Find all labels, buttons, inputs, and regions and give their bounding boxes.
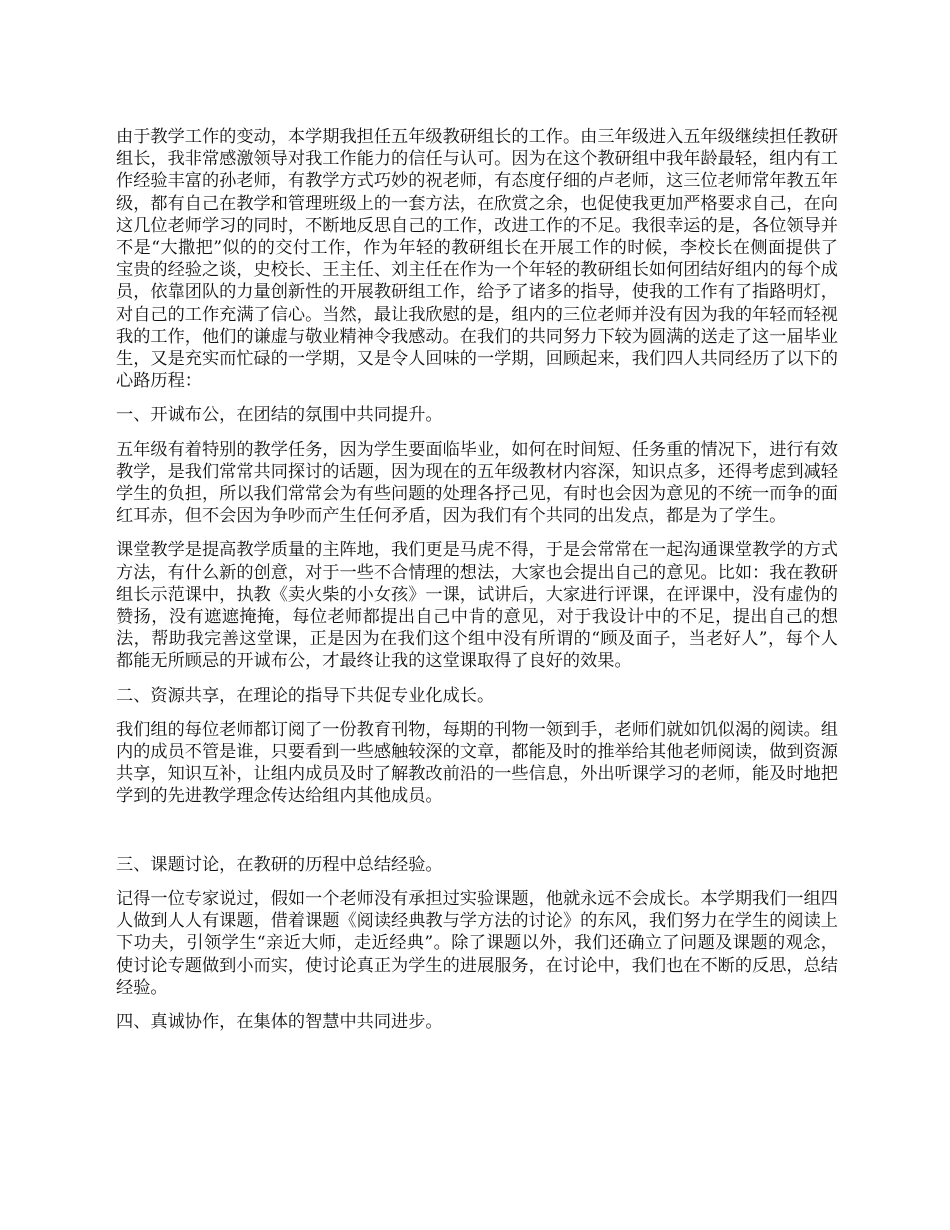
section-4-heading: 四、真诚协作，在集体的智慧中共同进步。 <box>116 1011 443 1032</box>
section-1-paragraph-2: 课堂教学是提高教学质量的主阵地，我们更是马虎不得，于是会常常在一起沟通课堂教学的方式方法，有什么新的创意，对于一些不合情理的想法，大家也会提出自己的意见。比如：我在教研组长示范课中，执教《卖火柴的小女孩》一课，试讲后，大家进行评课，在评课中，没有虚伪的赞扬，没有遮遮掩掩，每位老师都提出自己中肯的意见，对于我设计中的不足，提出自己的想法，帮助我完善这堂课，正是因为在我们这个组中没有所谓的“顾及面子，当老好人”，每个人都能无所顾忌的开诚布公，才最终让我的这堂课取得了良好的效果。 <box>116 540 838 672</box>
blank-gap <box>116 820 838 854</box>
section-2-heading: 二、资源共享，在理论的指导下共促专业化成长。 <box>116 685 495 706</box>
document-page <box>116 126 838 1045</box>
intro-paragraph: 由于教学工作的变动，本学期我担任五年级教研组长的工作。由三年级进入五年级继续担任教研组长，我非常感激领导对我工作能力的信任与认可。因为在这个教研组中我年龄最轻，组内有工作经验丰富的孙老师，有教学方式巧妙的祝老师，有态度仔细的卢老师，这三位老师常年教五年级，都有自己在教学和管理班级上的一套方法，在欣赏之余，也促使我更加严格要求自己，在向这几位老师学习的同时，不断地反思自己的工作，改进工作的不足。我很幸运的是，各位领导并不是“大撒把”似的的交付工作，作为年轻的教研组长在开展工作的时候，李校长在侧面提供了宝贵的经验之谈，史校长、王主任、刘主任在作为一个年轻的教研组长如何团结好组内的每个成员，依靠团队的力量创新性的开展教研组工作，给予了诸多的指导，使我的工作有了指路明灯，对自己的工作充满了信心。当然，最让我欣慰的是，组内的三位老师并没有因为我的年轻而轻视我的工作，他们的谦虚与敬业精神令我感动。在我们的共同努力下较为圆满的送走了这一届毕业生，又是充实而忙碌的一学期，又是令人回味的一学期，回顾起来，我们四人共同经历了以下的心路历程： <box>116 127 838 392</box>
section-1-heading: 一、开诚布公，在团结的氛围中共同提升。 <box>116 405 443 426</box>
section-3-heading: 三、课题讨论，在教研的历程中总结经验。 <box>116 854 443 875</box>
section-3-paragraph-1: 记得一位专家说过，假如一个老师没有承担过实验课题，他就永远不会成长。本学期我们一组四人做到人人有课题，借着课题《阅读经典教与学方法的讨论》的东风，我们努力在学生的阅读上下功夫，引领学生“亲近大师，走近经典”。除了课题以外，我们还确立了问题及课题的观念，使讨论专题做到小而实，使讨论真正为学生的进展服务，在讨论中，我们也在不断的反思，总结经验。 <box>116 888 838 998</box>
section-2-paragraph-1: 我们组的每位老师都订阅了一份教育刊物，每期的刊物一领到手，老师们就如饥似渴的阅读。组内的成员不管是谁，只要看到一些感触较深的文章，都能及时的推举给其他老师阅读，做到资源共享，知识互补，让组内成员及时了解教改前沿的一些信息，外出听课学习的老师，能及时地把学到的先进教学理念传达给组内其他成员。 <box>116 719 838 807</box>
section-1-paragraph-1: 五年级有着特别的教学任务，因为学生要面临毕业，如何在时间短、任务重的情况下，进行有效教学，是我们常常共同探讨的话题，因为现在的五年级教材内容深，知识点多，还得考虑到减轻学生的负担，所以我们常常会为有些问题的处理各抒己见，有时也会因为意见的不统一而争的面红耳赤，但不会因为争吵而产生任何矛盾，因为我们有个共同的出发点，都是为了学生。 <box>116 439 838 527</box>
